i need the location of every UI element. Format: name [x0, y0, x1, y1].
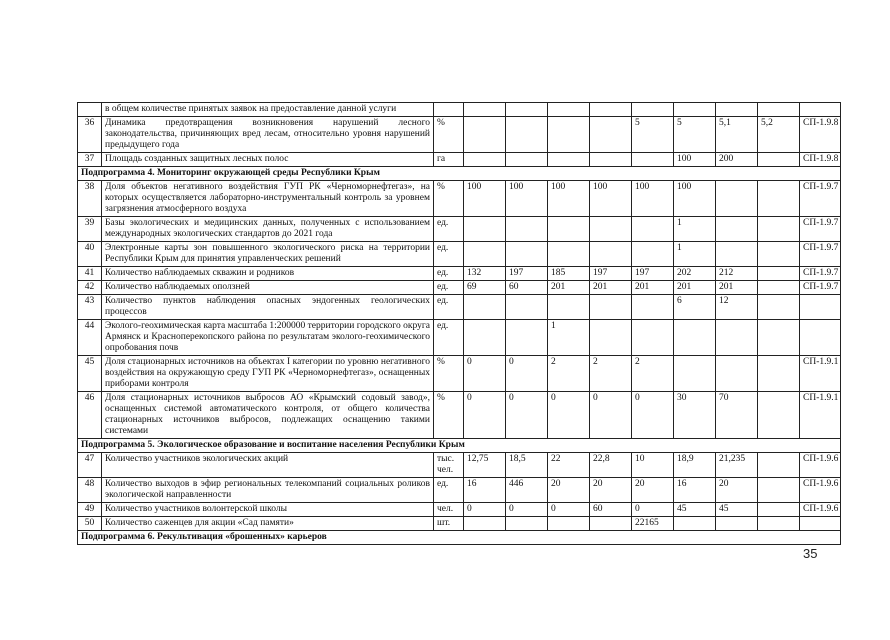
row-unit: тыс. чел. — [434, 453, 464, 478]
value-cell: 5 — [632, 117, 674, 153]
value-cell: 0 — [506, 503, 548, 517]
row-unit: ед. — [434, 267, 464, 281]
value-cell: 197 — [506, 267, 548, 281]
row-number: 38 — [78, 181, 102, 217]
value-cell: 100 — [506, 181, 548, 217]
subprogram-row — [78, 439, 841, 453]
value-cell: 30 — [674, 392, 716, 439]
value-cell: 22165 — [632, 517, 674, 531]
row-number: 50 — [78, 517, 102, 531]
value-cell — [758, 242, 800, 267]
value-cell: 201 — [674, 281, 716, 295]
value-cell — [464, 320, 506, 356]
value-cell: 70 — [716, 392, 758, 439]
row-code: СП-1.9.8 — [800, 153, 841, 167]
value-cell — [548, 153, 590, 167]
value-cell: 5,2 — [758, 117, 800, 153]
value-cell: 0 — [506, 392, 548, 439]
subprogram-row — [78, 167, 841, 181]
row-unit: ед. — [434, 242, 464, 267]
row-code: СП-1.9.6 — [800, 453, 841, 478]
row-unit: ед. — [434, 281, 464, 295]
value-cell — [758, 392, 800, 439]
row-unit: ед. — [434, 320, 464, 356]
value-cell: 0 — [464, 392, 506, 439]
value-cell — [758, 478, 800, 503]
value-cell — [464, 217, 506, 242]
row-number: 48 — [78, 478, 102, 503]
value-cell: 2 — [590, 356, 632, 392]
table-row — [78, 181, 841, 217]
value-cell — [590, 153, 632, 167]
row-text: Количество пунктов наблюдения опасных эндогенных геологических процессов — [102, 295, 434, 320]
value-cell: 0 — [632, 503, 674, 517]
value-cell: 446 — [506, 478, 548, 503]
value-cell: 0 — [632, 392, 674, 439]
value-cell — [548, 117, 590, 153]
value-cell — [758, 503, 800, 517]
table-row — [78, 242, 841, 267]
value-cell: 12 — [716, 295, 758, 320]
value-cell — [674, 356, 716, 392]
row-text: Количество наблюдаемых скважин и родников — [102, 267, 434, 281]
row-number: 49 — [78, 503, 102, 517]
indicators-table — [77, 102, 841, 545]
value-cell — [674, 517, 716, 531]
value-cell — [548, 217, 590, 242]
value-cell: 200 — [716, 153, 758, 167]
table-row — [78, 117, 841, 153]
value-cell — [590, 320, 632, 356]
value-cell: 20 — [548, 478, 590, 503]
value-cell — [758, 281, 800, 295]
row-code: СП-1.9.1 — [800, 392, 841, 439]
value-cell — [758, 320, 800, 356]
value-cell — [716, 242, 758, 267]
value-cell — [758, 517, 800, 531]
value-cell — [506, 153, 548, 167]
value-cell: 1 — [548, 320, 590, 356]
table-row — [78, 356, 841, 392]
value-cell — [632, 295, 674, 320]
row-unit: ед. — [434, 478, 464, 503]
value-cell: 201 — [548, 281, 590, 295]
value-cell — [464, 242, 506, 267]
value-cell — [590, 517, 632, 531]
value-cell — [590, 217, 632, 242]
row-code — [800, 295, 841, 320]
row-text: Эколого-геохимическая карта масштаба 1:200000 территории городского округа Армянск и Красноперекопского района по результатам эколого-геохимического опробования почв — [102, 320, 434, 356]
value-cell: 100 — [632, 181, 674, 217]
table-row — [78, 453, 841, 478]
value-cell — [464, 295, 506, 320]
row-number: 43 — [78, 295, 102, 320]
row-text: Электронные карты зон повышенного экологического риска на территории Республики Крым для принятия управленческих решений — [102, 242, 434, 267]
table-row — [78, 478, 841, 503]
value-cell — [716, 320, 758, 356]
value-cell — [506, 117, 548, 153]
value-cell — [758, 267, 800, 281]
row-unit: шт. — [434, 517, 464, 531]
value-cell: 20 — [716, 478, 758, 503]
value-cell: 185 — [548, 267, 590, 281]
row-number: 47 — [78, 453, 102, 478]
row-text: Количество участников волонтерской школы — [102, 503, 434, 517]
row-number: 44 — [78, 320, 102, 356]
value-cell — [632, 320, 674, 356]
value-cell: 212 — [716, 267, 758, 281]
row-text: Доля стационарных источников на объектах I категории по уровню негативного воздействия на окружающую среду ГУП РК «Черноморнефтегаз», оснащенных приборами контроля — [102, 356, 434, 392]
row-code — [800, 320, 841, 356]
value-cell: 201 — [716, 281, 758, 295]
table-row — [78, 295, 841, 320]
row-text: Количество наблюдаемых оползней — [102, 281, 434, 295]
value-cell: 69 — [464, 281, 506, 295]
table-row — [78, 217, 841, 242]
table-row-continuation — [78, 103, 841, 117]
value-cell: 60 — [590, 503, 632, 517]
value-cell — [716, 356, 758, 392]
row-unit: га — [434, 153, 464, 167]
row-unit: % — [434, 117, 464, 153]
row-text: Количество выходов в эфир региональных телекомпаний социальных роликов экологической направленности — [102, 478, 434, 503]
value-cell — [758, 153, 800, 167]
value-cell — [632, 217, 674, 242]
value-cell — [716, 181, 758, 217]
subprogram-title: Подпрограмма 5. Экологическое образование и воспитание населения Республики Крым — [78, 439, 841, 453]
row-code: СП-1.9.7 — [800, 267, 841, 281]
value-cell: 100 — [590, 181, 632, 217]
row-number: 36 — [78, 117, 102, 153]
value-cell — [716, 217, 758, 242]
row-text: Площадь созданных защитных лесных полос — [102, 153, 434, 167]
row-code: СП-1.9.6 — [800, 478, 841, 503]
value-cell — [590, 242, 632, 267]
subprogram-row — [78, 531, 841, 545]
row-unit: % — [434, 392, 464, 439]
row-text: Динамика предотвращения возникновения нарушений лесного законодательства, причиняющих вред лесам, относительно уровня нарушений предыдущего года — [102, 117, 434, 153]
row-code: СП-1.9.6 — [800, 503, 841, 517]
value-cell: 10 — [632, 453, 674, 478]
value-cell: 100 — [548, 181, 590, 217]
table-row — [78, 320, 841, 356]
value-cell — [548, 517, 590, 531]
value-cell — [464, 153, 506, 167]
value-cell: 2 — [632, 356, 674, 392]
value-cell: 22 — [548, 453, 590, 478]
value-cell: 202 — [674, 267, 716, 281]
value-cell: 0 — [548, 503, 590, 517]
row-unit: % — [434, 181, 464, 217]
value-cell: 1 — [674, 242, 716, 267]
value-cell — [758, 453, 800, 478]
value-cell — [506, 295, 548, 320]
value-cell — [506, 320, 548, 356]
value-cell — [716, 517, 758, 531]
table-row — [78, 153, 841, 167]
value-cell — [506, 242, 548, 267]
row-code: СП-1.9.1 — [800, 356, 841, 392]
value-cell: 132 — [464, 267, 506, 281]
value-cell: 60 — [506, 281, 548, 295]
value-cell — [464, 517, 506, 531]
value-cell: 0 — [464, 503, 506, 517]
subprogram-title: Подпрограмма 4. Мониторинг окружающей среды Республики Крым — [78, 167, 841, 181]
row-text: Количество саженцев для акции «Сад памяти» — [102, 517, 434, 531]
value-cell: 18,9 — [674, 453, 716, 478]
row-code: СП-1.9.7 — [800, 281, 841, 295]
value-cell: 16 — [464, 478, 506, 503]
value-cell — [548, 242, 590, 267]
row-number: 40 — [78, 242, 102, 267]
value-cell: 6 — [674, 295, 716, 320]
value-cell — [506, 517, 548, 531]
value-cell — [506, 217, 548, 242]
value-cell: 201 — [590, 281, 632, 295]
value-cell — [464, 117, 506, 153]
value-cell — [758, 295, 800, 320]
value-cell: 100 — [674, 153, 716, 167]
value-cell: 20 — [632, 478, 674, 503]
value-cell — [590, 117, 632, 153]
row-number: 45 — [78, 356, 102, 392]
value-cell: 201 — [632, 281, 674, 295]
value-cell: 1 — [674, 217, 716, 242]
row-unit: ед. — [434, 217, 464, 242]
row-code: СП-1.9.7 — [800, 217, 841, 242]
value-cell: 100 — [464, 181, 506, 217]
row-code — [800, 517, 841, 531]
row-text: Базы экологических и медицинских данных, полученных с использованием международных экологических стандартов до 2021 года — [102, 217, 434, 242]
value-cell: 45 — [674, 503, 716, 517]
value-cell: 2 — [548, 356, 590, 392]
value-cell — [632, 242, 674, 267]
table-row — [78, 503, 841, 517]
value-cell: 18,5 — [506, 453, 548, 478]
row-code: СП-1.9.8 — [800, 117, 841, 153]
row-text: Количество участников экологических акций — [102, 453, 434, 478]
row-text: в общем количестве принятых заявок на предоставление данной услуги — [102, 103, 434, 117]
row-number: 41 — [78, 267, 102, 281]
page-number: 35 — [803, 546, 818, 561]
value-cell: 100 — [674, 181, 716, 217]
value-cell: 22,8 — [590, 453, 632, 478]
subprogram-title: Подпрограмма 6. Рекультивация «брошенных» карьеров — [78, 531, 841, 545]
row-unit: % — [434, 356, 464, 392]
table-row — [78, 392, 841, 439]
value-cell — [632, 153, 674, 167]
value-cell — [590, 295, 632, 320]
value-cell: 0 — [464, 356, 506, 392]
value-cell — [758, 217, 800, 242]
value-cell — [758, 181, 800, 217]
value-cell — [758, 356, 800, 392]
value-cell: 197 — [632, 267, 674, 281]
value-cell: 0 — [506, 356, 548, 392]
value-cell: 45 — [716, 503, 758, 517]
row-number: 46 — [78, 392, 102, 439]
value-cell: 0 — [548, 392, 590, 439]
table-row — [78, 267, 841, 281]
row-number: 37 — [78, 153, 102, 167]
row-text: Доля объектов негативного воздействия ГУП РК «Черноморнефтегаз», на которых осуществляется лабораторно-инструментальный контроль за уровнем загрязнения атмосферного воздуха — [102, 181, 434, 217]
value-cell: 20 — [590, 478, 632, 503]
row-number: 42 — [78, 281, 102, 295]
row-unit: ед. — [434, 295, 464, 320]
value-cell: 12,75 — [464, 453, 506, 478]
value-cell: 5,1 — [716, 117, 758, 153]
table-row — [78, 281, 841, 295]
table-row — [78, 517, 841, 531]
row-number: 39 — [78, 217, 102, 242]
value-cell: 5 — [674, 117, 716, 153]
row-text: Доля стационарных источников выбросов АО «Крымский содовый завод», оснащенных системой автоматического контроля, от общего количества стационарных источников выбросов, подлежащих оснащению такими системами — [102, 392, 434, 439]
value-cell: 0 — [590, 392, 632, 439]
value-cell: 197 — [590, 267, 632, 281]
row-unit: чел. — [434, 503, 464, 517]
value-cell — [548, 295, 590, 320]
value-cell: 21,235 — [716, 453, 758, 478]
row-code: СП-1.9.7 — [800, 242, 841, 267]
value-cell: 16 — [674, 478, 716, 503]
row-code: СП-1.9.7 — [800, 181, 841, 217]
value-cell — [674, 320, 716, 356]
